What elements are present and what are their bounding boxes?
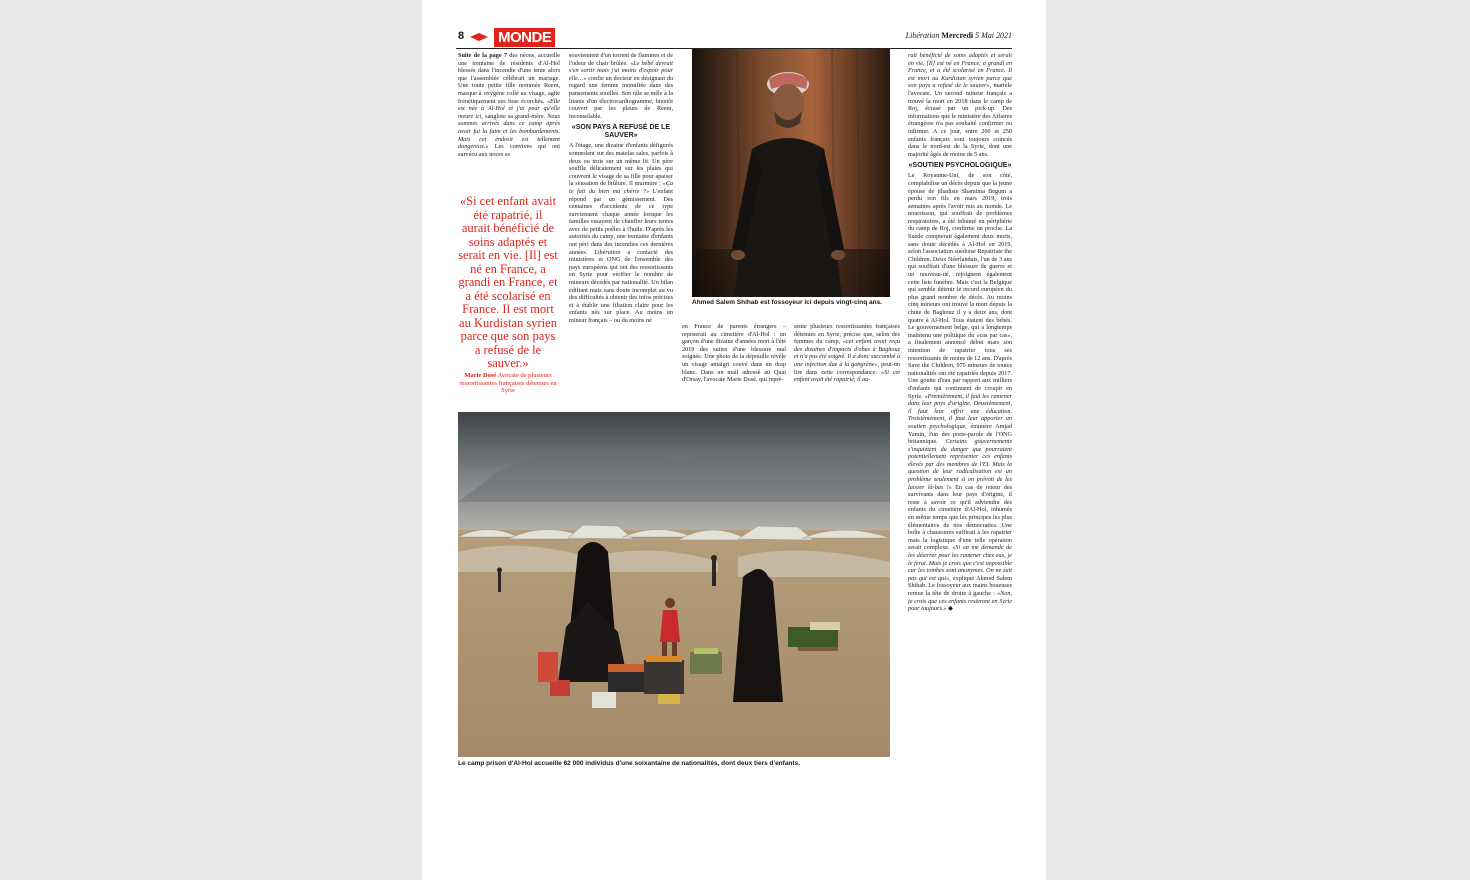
masthead bbox=[906, 31, 1012, 40]
page-number: 8 bbox=[458, 30, 465, 42]
quote-text: rait bénéficié de soins adaptés et serait en vie. [Il] est né en France, a grandi en France, et a été scolarisé en France. Il est mort au Kurdistan syrien parce que son pays a refusé de le sauver», bbox=[908, 52, 1012, 90]
body-text: Le Royaume-Uni, de son côté, comptabilise un décès depuis que la jeune épouse de jihadiste Shamima Begum a perdu son fils en mars 2019, trois semaines après l'avoir mis au monde. Le nourrisson, qui souffrait de problèmes respiratoires, a été inhumé en périphérie du camp de Roj, confirme un proche. La Suède compterait également deux morts, sans doute décédés à Al-Hol en 2019, selon l'association suédoise Repatriate the Children. Deux Néerlandais, l'un de 3 ans qui souffrait d'une blessure de guerre et un nouveau-né, rejoignent également cette liste funèbre. Mais c'est la Belgique qui semble détenir le record européen du plus grand nombre de décès. Au moins cinq mineurs ont trouvé la mort depuis la chute de Baghouz il y a deux ans, dont quatre à Al-Hol. Tous étaient des bébés. Le gouvernement belge, qui a longtemps maintenu une politique du «cas par cas», a finalement annoncé début mars son intention de rapatrier tous ses ressortissants de moins de 12 ans. D'après Save the Children, 975 mineurs de toutes nationalités ont été rapatriés depuis 2017. Une goutte d'eau par rapport aux milliers d'enfants qui continuent de croupir en Syrie. bbox=[908, 172, 1012, 400]
quote-author-name: Marie Dosé bbox=[464, 372, 497, 379]
portrait-caption: Ahmed Salem Shihab est fossoyeur ici depuis vingt-cinq ans. bbox=[692, 299, 882, 306]
end-of-article-icon: ◆ bbox=[948, 605, 953, 613]
body-text: confie un docteur en désignant du regard une femme momifiée dans des pansements souillés. Son râle se mêle à la litanie d'un électrocardiogramme, bientôt couvert par les pleurs de Reem, inconsolable. bbox=[569, 74, 673, 120]
body-text: a contacté des ministères et ONG de l'ensemble des pays européens qui ont des ressortissants en Syrie pour vérifier le nombre de mineurs décédés par nationalité. Un bilan édifiant mais sans doute incomplet au vu des difficultés à obtenir des infos précises et à établir une filiation claire pour les enfants nés sur place. Au moins un mineur français – ou du moins né bbox=[569, 248, 673, 324]
body-text: L'enfant répond par un gémissement. Des centaines d'accidents de ce type surviennent chaque année lorsque les familles essayent de chauffer leurs tentes avec de petits poêles à l'huile. D'après les autorités du camp, une trentaine d'enfants ont péri dans des incendies ces dernières années. bbox=[569, 187, 673, 256]
body-text: sente plusieurs ressortissantes françaises détenues en Syrie, précise que, selon des femmes du camp, bbox=[794, 323, 900, 346]
camp-photo bbox=[458, 412, 890, 757]
article-column-1 bbox=[458, 52, 560, 187]
quote-author-role: Avocate de plusieurs ressortissantes françaises détenues en Syrie bbox=[459, 372, 557, 394]
body-text: en France de parents étrangers – reposerait au cimetière d'Al-Hol : un garçon d'une dizaine d'années mort à l'été 2019 des suites d'une blessure mal soignée. Une photo de la dépouille révèle un visage amaigri couvé dans un drap blanc. Dans un mail adressé au Quai d'Orsay, l'avocate Marie Dosé, qui repré- bbox=[682, 323, 786, 384]
article-column-5 bbox=[908, 52, 1012, 770]
quote-text: «Elle est née à Al-Hol et j'ai peur qu'elle meure ici, bbox=[458, 97, 560, 120]
section-arrow-left-icon bbox=[470, 33, 479, 41]
article-column-2 bbox=[569, 52, 673, 398]
quote-text: Certains gouvernements s'inquiètent du danger que pourraient potentiellement représenter ces enfants élevés par des membres de l'EI. Mais la question de leur radicalisation est un problème seulement si on prévoit de les laisser là-bas !» bbox=[908, 438, 1012, 491]
subheading: «SON PAYS A REFUSÉ DE LE SAUVER» bbox=[571, 124, 671, 140]
body-text: sanglote sa grand-mère. bbox=[485, 112, 546, 120]
portrait-photo bbox=[692, 49, 890, 297]
quote-text: «Non, je crois que ces enfants resteront en Syrie pour toujours.» bbox=[908, 589, 1012, 613]
pull-quote-attribution bbox=[458, 372, 558, 395]
quote-text: «Si cet enfant avait été rapatrié, il au- bbox=[794, 368, 900, 384]
section-arrow-right-icon bbox=[479, 33, 488, 41]
pull-quote: «Si cet enfant avait été rapatrié, il aurait bénéficié de soins adaptés et serait en vie. [Il] est né en France, a grandi en France, et a été scolarisé en France. Il est mort au Kurdistan syrien parce que son pays a refusé de le sauver.» bbox=[458, 194, 558, 370]
body-text: énumère Amjad Yamin, l'un des porte-parole de l'ONG britannique. bbox=[908, 422, 1012, 446]
quote-text: «cet enfant avait reçu des dizaines d'impacts d'obus à Baghouz et n'a pas été soigné. Il a donc succombé à une infection due à la gangrène», bbox=[794, 338, 900, 368]
weekday: Mercredi bbox=[941, 31, 974, 40]
al-hol-camp-image bbox=[458, 412, 890, 757]
quote-text: «Le bébé devrait s'en sortir mais j'ai moins d'espoir pour elle…» bbox=[569, 59, 673, 82]
quote-text: «Si on me demande de les déterrer pour les ramener chez eux, je le ferai. Mais je crois que c'est impossible car les tombes sont anonymes. On ne sait pas qui est qui», bbox=[908, 544, 1012, 582]
body-text: des néons, accueille une trentaine de résidents d'Al-Hol blessés dans l'incendie d'une tente alors que l'assemblée célébrait un mariage. Une toute petite fille nommée Reem, masque à oxygène collé au visage, agite frénétiquement ses bras écorchés. bbox=[458, 52, 560, 105]
quote-text: Nous sommes arrivés dans ce camp après avoir fui la faim et les bombardements. Mais cet endroit est tellement dangereux.» bbox=[458, 112, 560, 151]
newspaper-page bbox=[422, 0, 1046, 880]
body-text: A l'étage, une dizaine d'enfants défigurés somnolent sur des matelas sales, parfois à deux ou trois sur un même lit. Un père souffle délicatement sur les plaies qui couvrent le visage de sa fille pour apaiser la sensation de brûlure. Il murmure : bbox=[569, 142, 673, 188]
continuation-note: Suite de la page 7 bbox=[458, 52, 507, 59]
body-text: explique Ahmed Salem Shihab. Le fossoyeur aux mains boueuses remue la tête de droite à gauche : bbox=[908, 574, 1012, 597]
article-column-4 bbox=[794, 323, 900, 399]
publication-name: Libération bbox=[905, 31, 940, 40]
body-text: souviennent d'un torrent de flammes et de l'odeur de chair brûlée. bbox=[569, 52, 673, 67]
camp-photo-caption: Le camp prison d'Al-Hol accueille 62 000 individus d'une soixantaine de nationalités, dont deux tiers d'enfants. bbox=[458, 760, 800, 767]
body-text: En cas de retour des survivants dans leur pays d'origine, il reste à savoir ce qu'il adviendra des enfants du cimetière d'Al-Hol, inhumés en même temps que les principes les plus élémentaires de nos démocraties. Une boîte à chaussures suffirait à les rapatrier mais la logistique d'une telle opération serait complexe. bbox=[908, 483, 1012, 552]
article-column-3 bbox=[682, 323, 786, 399]
quote-text: «Ça te fait du bien ma chérie ?» bbox=[569, 180, 673, 195]
body-text: peut-on lire dans cette correspondance. bbox=[794, 360, 900, 376]
issue-date: 5 Mai 2021 bbox=[975, 31, 1012, 40]
section-label: MONDE bbox=[494, 28, 555, 47]
subheading: «SOUTIEN PSYCHOLOGIQUE» bbox=[908, 162, 1012, 170]
quote-text: «Premièrement, il faut les ramener dans leur pays d'origine. Deuxièmement, il faut leur offrir une éducation. Troisièmement, il faut leur apporter un soutien psychologique, bbox=[908, 392, 1012, 430]
publication-mention: Libération bbox=[594, 248, 621, 256]
gravedigger-portrait-image bbox=[692, 49, 890, 297]
body-text: Les convives qui ont survécu aux noces se bbox=[458, 143, 560, 158]
body-text: martèle l'avocate. Un second mineur français a trouvé la mort en 2018 dans le camp de Roj, écrasé par un pick-up. Des informations que le ministère des Affaires étrangères n'a pas souhaité confirmer ou infirmer. A ce jour, entre 200 et 250 enfants français sont toujours coincés dans le nord-est de la Syrie, dont une majorité âgés de moins de 5 ans. bbox=[908, 82, 1012, 158]
